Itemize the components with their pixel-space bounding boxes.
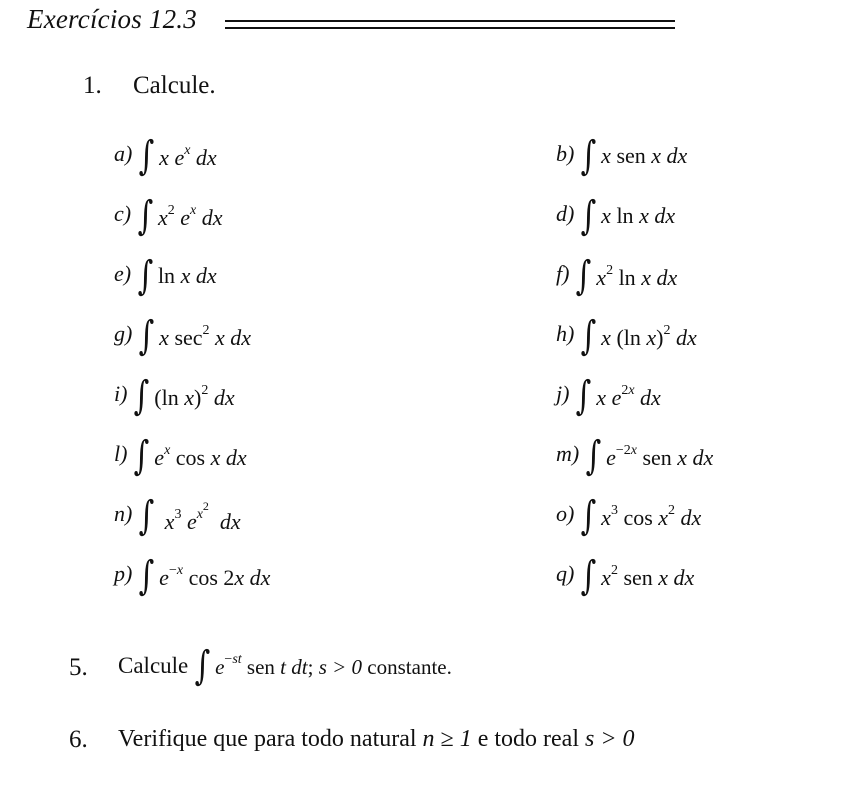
exercise-n-label: n)	[114, 501, 133, 527]
heading-rule-top	[225, 20, 675, 22]
integral-sign: ∫	[580, 553, 597, 599]
exercise-j-label: j)	[556, 381, 570, 407]
exercise-f: f) ∫ $x^2$ ln x dx	[556, 253, 678, 299]
exercise-b-label: b)	[556, 141, 575, 167]
integral-sign: ∫	[580, 493, 597, 539]
exercise-i-label: i)	[114, 381, 128, 407]
integral-sign: ∫	[194, 643, 211, 689]
question-5-text: Calcule ∫ $e^{-st}$ sen t dt; s > 0 constante.	[118, 643, 452, 689]
exercise-d: d) ∫ x ln x dx	[556, 193, 676, 239]
exercise-h: h) ∫ x (ln x)$^2$ dx	[556, 313, 697, 359]
integral-sign: ∫	[138, 553, 155, 599]
integral-sign: ∫	[138, 133, 155, 179]
exercise-p: p) ∫ $e^{-x}$ cos 2x dx	[114, 553, 271, 599]
exercise-a-label: a)	[114, 141, 133, 167]
question-6-number: 6.	[69, 726, 88, 753]
integral-sign: ∫	[134, 433, 150, 479]
exercise-l-label: l)	[114, 441, 128, 467]
integral-sign: ∫	[580, 133, 597, 179]
exercise-j: j) ∫ x $e^{2x}$ dx	[556, 373, 661, 419]
exercise-h-label: h)	[556, 321, 575, 347]
exercise-c: c) ∫ $x^2$ $e^x$ dx	[114, 193, 223, 239]
exercise-e: e) ∫ ln x dx	[114, 253, 217, 299]
section-heading: Exercícios 12.3	[27, 4, 197, 34]
exercise-b: b) ∫ x sen x dx	[556, 133, 688, 179]
question-6-text: Verifique que para todo natural n ≥ 1 e todo real s > 0	[118, 726, 635, 752]
question-1-text: Calcule.	[133, 72, 216, 99]
exercise-m: m) ∫ $e^{-2x}$ sen x dx	[556, 433, 714, 479]
integral-sign: ∫	[138, 493, 155, 539]
integral-sign: ∫	[137, 193, 154, 239]
integral-sign: ∫	[134, 373, 150, 419]
integral-sign: ∫	[137, 253, 154, 299]
question-1-number: 1.	[83, 72, 102, 99]
exercise-c-label: c)	[114, 201, 132, 227]
exercise-l: l) ∫ $e^x$ cos x dx	[114, 433, 247, 479]
exercise-q-label: q)	[556, 561, 575, 587]
question-5-number: 5.	[69, 654, 88, 681]
exercise-g: g) ∫ x $\sec^2 x$ dx	[114, 313, 252, 359]
exercise-o-label: o)	[556, 501, 575, 527]
exercise-m-label: m)	[556, 441, 580, 467]
exercise-q: q) ∫ $x^2$ sen x dx	[556, 553, 695, 599]
exercise-e-label: e)	[114, 261, 132, 287]
integral-sign: ∫	[580, 313, 597, 359]
exercise-g-label: g)	[114, 321, 133, 347]
integral-sign: ∫	[576, 373, 592, 419]
exercise-d-label: d)	[556, 201, 575, 227]
exercise-n: n) ∫ $x^3$ $e^{x2}$ dx	[114, 493, 241, 539]
exercise-a: a) ∫ x $e^x$ dx	[114, 133, 217, 179]
integral-sign: ∫	[580, 193, 597, 239]
heading-rule-bottom	[225, 27, 675, 29]
exercise-p-label: p)	[114, 561, 133, 587]
exercise-f-label: f)	[556, 261, 570, 287]
integral-sign: ∫	[138, 313, 155, 359]
integral-sign: ∫	[576, 253, 592, 299]
exercise-o: o) ∫ $x^3$ $\cos x^2$ dx	[556, 493, 702, 539]
exercise-i: i) ∫ (ln x)$^2$ dx	[114, 373, 235, 419]
integral-sign: ∫	[585, 433, 602, 479]
